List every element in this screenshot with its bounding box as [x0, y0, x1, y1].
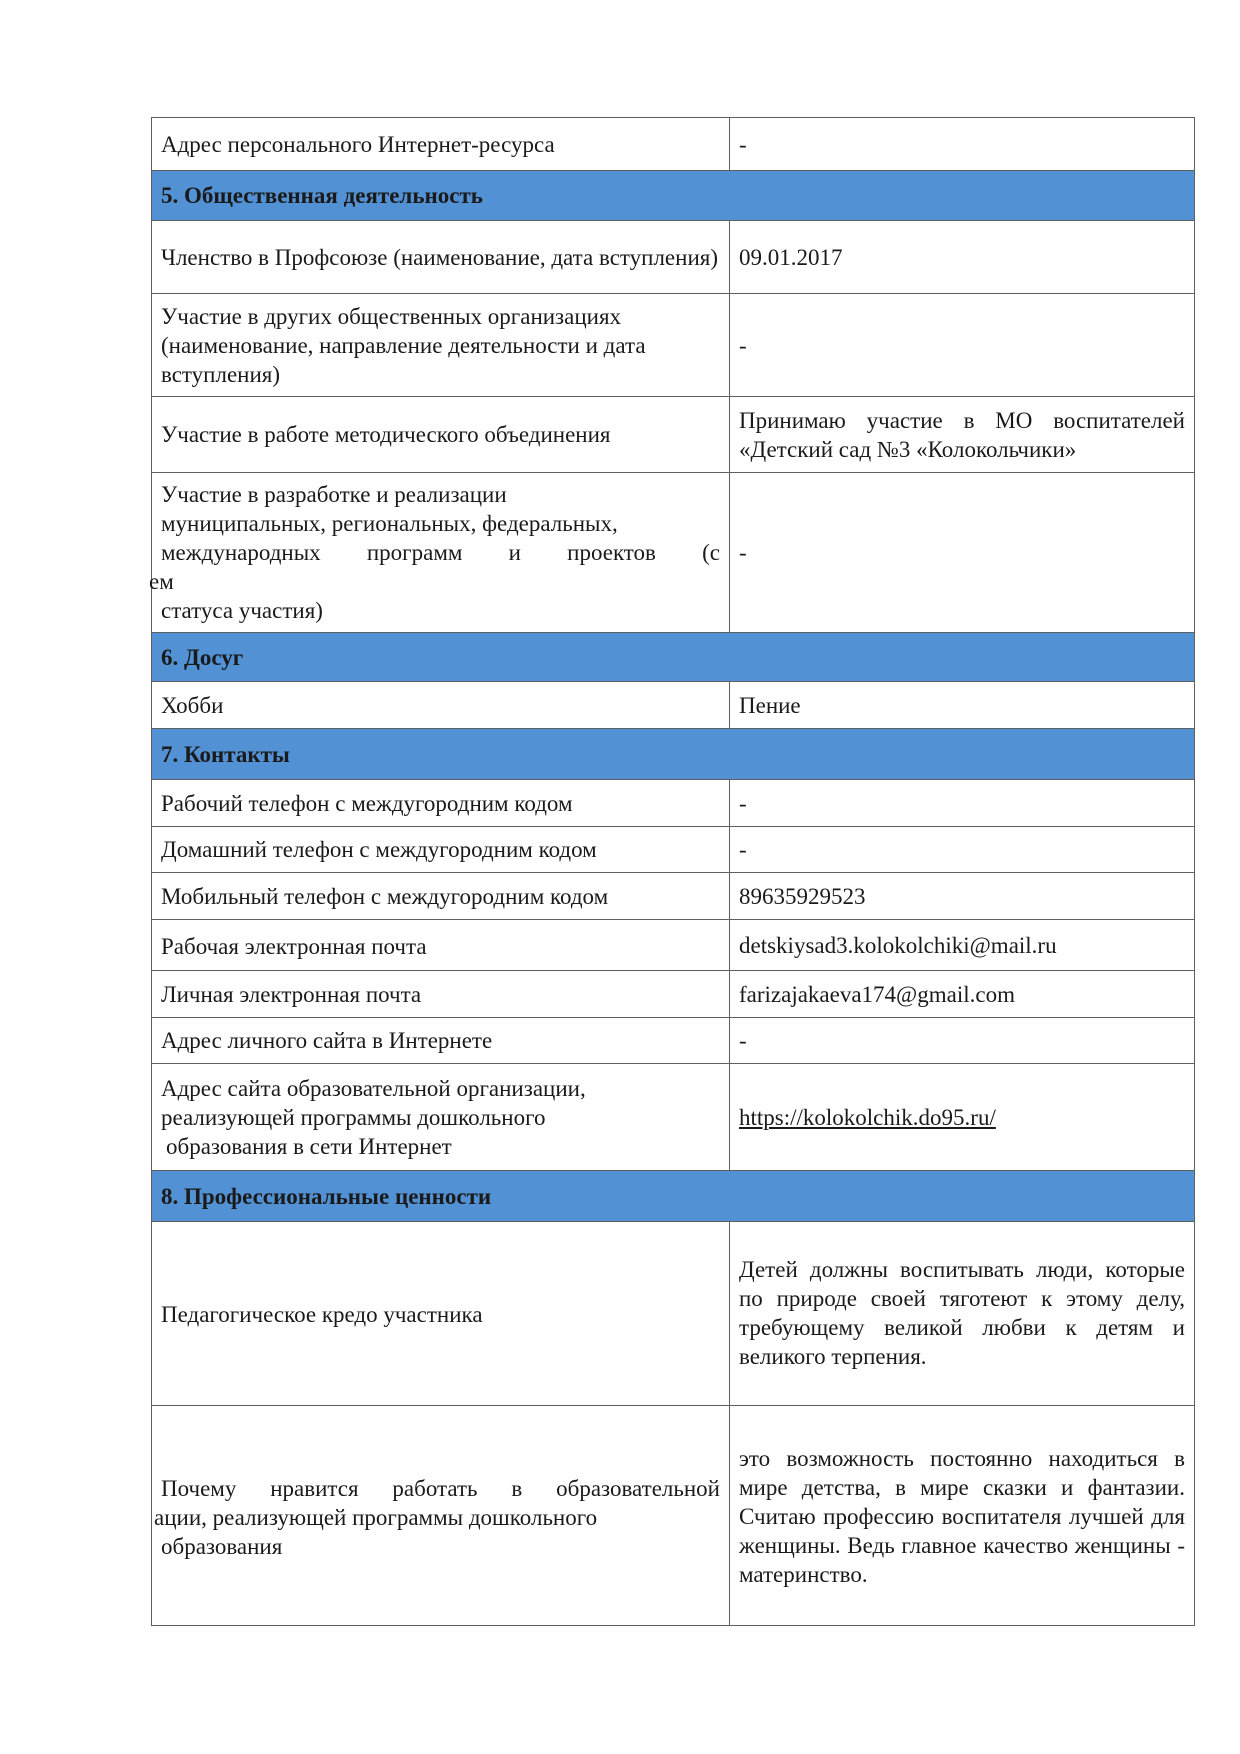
table-row — [152, 971, 1195, 1018]
row-value: 89635929523 — [730, 873, 1195, 920]
questionnaire-table — [151, 117, 1195, 1626]
row-value: Пение — [730, 682, 1195, 729]
table-row — [152, 397, 1195, 473]
section-title: 7. Контакты — [152, 729, 1195, 780]
row-label: Личная электронная почта — [152, 971, 730, 1018]
row-value: - — [730, 294, 1195, 397]
section-title: 5. Общественная деятельность — [152, 171, 1195, 221]
label-line: статуса участия) — [161, 598, 323, 623]
table-row — [152, 221, 1195, 294]
table-row — [152, 827, 1195, 873]
label-line: Почему нравится работать в образовательной — [161, 1475, 720, 1501]
section-title: 8. Профессиональные ценности — [152, 1171, 1195, 1222]
table-row — [152, 873, 1195, 920]
section-header — [152, 633, 1195, 682]
row-label — [152, 1406, 730, 1626]
table-row — [152, 1064, 1195, 1171]
table-row — [152, 920, 1195, 971]
label-line: муниципальных, региональных, федеральных, — [161, 511, 618, 536]
row-label: Хобби — [152, 682, 730, 729]
section-title: 6. Досуг — [152, 633, 1195, 682]
table-row — [152, 1018, 1195, 1064]
row-value: farizajakaeva174@gmail.com — [730, 971, 1195, 1018]
label-line: Участие в разработке и реализации — [161, 482, 507, 507]
row-value: - — [730, 780, 1195, 827]
table-row — [152, 473, 1195, 633]
row-label: Адрес личного сайта в Интернете — [152, 1018, 730, 1064]
row-label — [149, 473, 730, 633]
section-header — [152, 729, 1195, 780]
row-label: Адрес персонального Интернет-ресурса — [152, 118, 730, 171]
row-value: Принимаю участие в МО воспитателей «Детский сад №3 «Колокольчики» — [730, 397, 1195, 473]
row-label: Мобильный телефон с междугородним кодом — [152, 873, 730, 920]
row-value — [730, 1064, 1195, 1171]
row-label: Домашний телефон с междугородним кодом — [152, 827, 730, 873]
row-label: Участие в работе методического объединения — [152, 397, 730, 473]
row-value: detskiysad3.kolokolchiki@mail.ru — [730, 920, 1195, 971]
label-line: реализующей программы дошкольного — [161, 1104, 546, 1130]
row-value: Детей должны воспитывать люди, которые по природе своей тяготеют к этому делу, требующему великой любви к детям и великого терпения. — [730, 1222, 1195, 1406]
section-header — [152, 1171, 1195, 1222]
table-row — [152, 1222, 1195, 1406]
row-label: Рабочая электронная почта — [152, 920, 730, 971]
label-line: ем — [149, 569, 174, 594]
row-label — [152, 1064, 730, 1171]
label-line: Адрес сайта образовательной организации, — [161, 1075, 586, 1101]
label-line: образования в сети Интернет — [166, 1133, 452, 1159]
section-header — [152, 171, 1195, 221]
row-value: - — [730, 1018, 1195, 1064]
label-line: международных программ и проектов (с — [161, 540, 720, 565]
table-row — [152, 1406, 1195, 1626]
row-label: Педагогическое кредо участника — [152, 1222, 730, 1406]
table-row — [152, 780, 1195, 827]
row-label: Членство в Профсоюзе (наименование, дата вступления) — [152, 221, 730, 294]
row-value: - — [730, 827, 1195, 873]
org-site-link[interactable]: https://kolokolchik.do95.ru/ — [739, 1104, 996, 1130]
row-label: Участие в других общественных организациях (наименование, направление деятельности и дата вступления) — [152, 294, 730, 397]
row-value: - — [730, 473, 1195, 633]
label-line: ации, реализующей программы дошкольного — [154, 1504, 598, 1530]
row-label: Рабочий телефон с междугородним кодом — [152, 780, 730, 827]
table-row — [152, 294, 1195, 397]
label-line: образования — [161, 1533, 283, 1559]
table-row — [152, 682, 1195, 729]
row-value: это возможность постоянно находиться в мире детства, в мире сказки и фантазии. Считаю профессию воспитателя лучшей для женщины. Ведь главное качество женщины - материнство. — [730, 1406, 1195, 1626]
table-row — [152, 118, 1195, 171]
row-value: - — [730, 118, 1195, 171]
row-value: 09.01.2017 — [730, 221, 1195, 294]
